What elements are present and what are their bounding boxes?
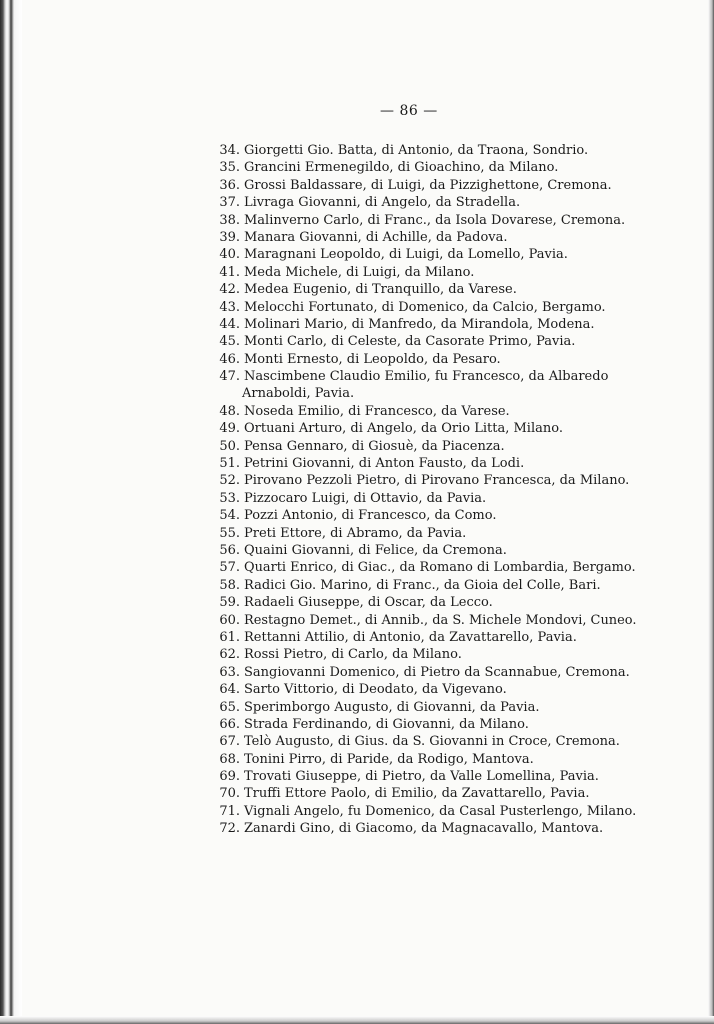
list-item bbox=[214, 177, 624, 194]
list-item bbox=[214, 785, 624, 802]
list-item bbox=[214, 472, 630, 489]
entry-text: Strada Ferdinando, di Giovanni, da Milano. bbox=[244, 716, 529, 732]
list-item bbox=[214, 559, 636, 576]
entry-text: Grancini Ermenegildo, di Gioachino, da Milano. bbox=[244, 160, 559, 176]
entry-number: 63. bbox=[219, 664, 240, 680]
entry-text: Noseda Emilio, di Francesco, da Varese. bbox=[244, 403, 510, 419]
entry-number: 52. bbox=[219, 473, 240, 489]
entry-text: Vignali Angelo, fu Domenico, da Casal Pusterlengo, Milano. bbox=[244, 803, 637, 819]
entry-number: 67. bbox=[219, 734, 240, 750]
entry-text: Monti Carlo, di Celeste, da Casorate Primo, Pavia. bbox=[244, 334, 576, 350]
list-item bbox=[214, 733, 624, 750]
entry-text: Molinari Mario, di Manfredo, da Mirandola, Modena. bbox=[244, 316, 595, 332]
entry-number: 57. bbox=[219, 560, 240, 576]
list-item bbox=[214, 768, 624, 785]
page-bottom-edge bbox=[0, 1016, 714, 1024]
entry-text: Grossi Baldassare, di Luigi, da Pizzighettone, Cremona. bbox=[244, 177, 612, 193]
entry-number: 37. bbox=[219, 195, 240, 211]
list-item bbox=[214, 577, 624, 594]
list-item bbox=[214, 403, 624, 420]
list-item bbox=[214, 507, 624, 524]
list-item bbox=[214, 212, 624, 229]
entry-number: 50. bbox=[219, 438, 240, 454]
list-item bbox=[214, 803, 637, 820]
entry-number: 41. bbox=[219, 264, 240, 280]
entry-text: Trovati Giuseppe, di Pietro, da Valle Lomellina, Pavia. bbox=[244, 769, 599, 785]
name-list bbox=[214, 142, 637, 838]
entry-number: 71. bbox=[219, 803, 240, 819]
entry-number: 36. bbox=[219, 177, 240, 193]
entry-text: Quarti Enrico, di Giac., da Romano di Lombardia, Bergamo. bbox=[244, 560, 636, 576]
entry-number: 38. bbox=[219, 212, 240, 228]
list-item bbox=[214, 229, 624, 246]
entry-text: Pensa Gennaro, di Giosuè, da Piacenza. bbox=[244, 438, 505, 454]
entry-number: 42. bbox=[219, 282, 240, 298]
entry-text: Pozzi Antonio, di Francesco, da Como. bbox=[244, 508, 497, 524]
entry-number: 49. bbox=[219, 421, 240, 437]
entry-number: 56. bbox=[219, 543, 240, 559]
entry-text-block bbox=[244, 368, 624, 403]
list-item bbox=[214, 629, 624, 646]
list-item bbox=[214, 664, 630, 681]
entry-number: 39. bbox=[219, 229, 240, 245]
entry-text: Radaeli Giuseppe, di Oscar, da Lecco. bbox=[244, 595, 493, 611]
entry-number: 43. bbox=[219, 299, 240, 315]
entry-text: Ortuani Arturo, di Angelo, da Orio Litta, Milano. bbox=[244, 421, 563, 437]
entry-number: 51. bbox=[219, 456, 240, 472]
entry-text: Rossi Pietro, di Carlo, da Milano. bbox=[244, 647, 462, 663]
entry-text: Meda Michele, di Luigi, da Milano. bbox=[244, 264, 475, 280]
entry-number: 62. bbox=[219, 647, 240, 663]
entry-number: 60. bbox=[219, 612, 240, 628]
entry-text: Monti Ernesto, di Leopoldo, da Pesaro. bbox=[244, 351, 501, 367]
list-item bbox=[214, 264, 624, 281]
list-item bbox=[214, 525, 624, 542]
list-item bbox=[214, 159, 624, 176]
list-item bbox=[214, 420, 624, 437]
list-item bbox=[214, 299, 624, 316]
entry-number: 68. bbox=[219, 751, 240, 767]
list-item bbox=[214, 646, 624, 663]
page-right-edge bbox=[708, 0, 714, 1024]
entry-number: 61. bbox=[219, 629, 240, 645]
page-number: — 86 — bbox=[380, 103, 438, 119]
entry-text: Medea Eugenio, di Tranquillo, da Varese. bbox=[244, 282, 517, 298]
entry-text-continuation: Arnaboldi, Pavia. bbox=[242, 386, 355, 402]
entry-text: Sangiovanni Domenico, di Pietro da Scannabue, Cremona. bbox=[244, 664, 630, 680]
entry-text: Nascimbene Claudio Emilio, fu Francesco, da Albaredo bbox=[244, 369, 609, 385]
entry-text: Rettanni Attilio, di Antonio, da Zavattarello, Pavia. bbox=[244, 629, 577, 645]
list-item bbox=[214, 681, 624, 698]
list-item bbox=[214, 438, 624, 455]
entry-number: 46. bbox=[219, 351, 240, 367]
entry-text: Zanardi Gino, di Giacomo, da Magnacavallo, Mantova. bbox=[244, 821, 604, 837]
list-item bbox=[214, 368, 624, 403]
list-item bbox=[214, 612, 637, 629]
entry-number: 47. bbox=[219, 369, 240, 385]
list-item bbox=[214, 316, 624, 333]
entry-number: 35. bbox=[219, 160, 240, 176]
entry-number: 34. bbox=[219, 143, 240, 158]
entry-number: 72. bbox=[219, 821, 240, 837]
entry-text: Preti Ettore, di Abramo, da Pavia. bbox=[244, 525, 467, 541]
entry-text: Telò Augusto, di Gius. da S. Giovanni in Croce, Cremona. bbox=[244, 734, 620, 750]
entry-text: Manara Giovanni, di Achille, da Padova. bbox=[244, 229, 508, 245]
entry-number: 48. bbox=[219, 403, 240, 419]
list-item bbox=[214, 281, 624, 298]
entry-text: Giorgetti Gio. Batta, di Antonio, da Traona, Sondrio. bbox=[244, 143, 589, 158]
list-item bbox=[214, 751, 624, 768]
entry-text: Livraga Giovanni, di Angelo, da Stradella. bbox=[244, 195, 521, 211]
list-item bbox=[214, 194, 624, 211]
entry-number: 55. bbox=[219, 525, 240, 541]
entry-number: 53. bbox=[219, 490, 240, 506]
list-item bbox=[214, 716, 624, 733]
entry-text: Sperimborgo Augusto, di Giovanni, da Pavia. bbox=[244, 699, 540, 715]
entry-number: 65. bbox=[219, 699, 240, 715]
entry-number: 40. bbox=[219, 247, 240, 263]
list-item bbox=[214, 455, 624, 472]
list-item bbox=[214, 351, 624, 368]
list-item bbox=[214, 490, 624, 507]
list-item bbox=[214, 820, 624, 837]
entry-text: Pirovano Pezzoli Pietro, di Pirovano Francesca, da Milano. bbox=[244, 473, 630, 489]
entry-number: 58. bbox=[219, 577, 240, 593]
entry-number: 45. bbox=[219, 334, 240, 350]
list-item bbox=[214, 594, 624, 611]
entry-text: Truffi Ettore Paolo, di Emilio, da Zavattarello, Pavia. bbox=[244, 786, 590, 802]
entry-text: Pizzocaro Luigi, di Ottavio, da Pavia. bbox=[244, 490, 487, 506]
entry-number: 44. bbox=[219, 316, 240, 332]
entry-text: Petrini Giovanni, di Anton Fausto, da Lodi. bbox=[244, 456, 525, 472]
entry-text: Sarto Vittorio, di Deodato, da Vigevano. bbox=[244, 682, 507, 698]
list-item bbox=[214, 246, 624, 263]
entry-number: 64. bbox=[219, 682, 240, 698]
entry-text: Radici Gio. Marino, di Franc., da Gioia del Colle, Bari. bbox=[244, 577, 601, 593]
entry-number: 59. bbox=[219, 595, 240, 611]
entry-text: Quaini Giovanni, di Felice, da Cremona. bbox=[244, 543, 507, 559]
entry-number: 54. bbox=[219, 508, 240, 524]
entry-text: Restagno Demet., di Annib., da S. Michele Mondovi, Cuneo. bbox=[244, 612, 637, 628]
entry-number: 70. bbox=[219, 786, 240, 802]
list-item bbox=[214, 333, 624, 350]
entry-number: 69. bbox=[219, 769, 240, 785]
list-item bbox=[214, 699, 624, 716]
list-item bbox=[214, 142, 624, 159]
entry-text: Malinverno Carlo, di Franc., da Isola Dovarese, Cremona. bbox=[244, 212, 626, 228]
entry-text: Melocchi Fortunato, di Domenico, da Calcio, Bergamo. bbox=[244, 299, 606, 315]
page-binding-edge bbox=[0, 0, 22, 1024]
entry-text: Tonini Pirro, di Paride, da Rodigo, Mantova. bbox=[244, 751, 534, 767]
entry-number: 66. bbox=[219, 716, 240, 732]
list-item bbox=[214, 542, 624, 559]
entry-text: Maragnani Leopoldo, di Luigi, da Lomello, Pavia. bbox=[244, 247, 568, 263]
